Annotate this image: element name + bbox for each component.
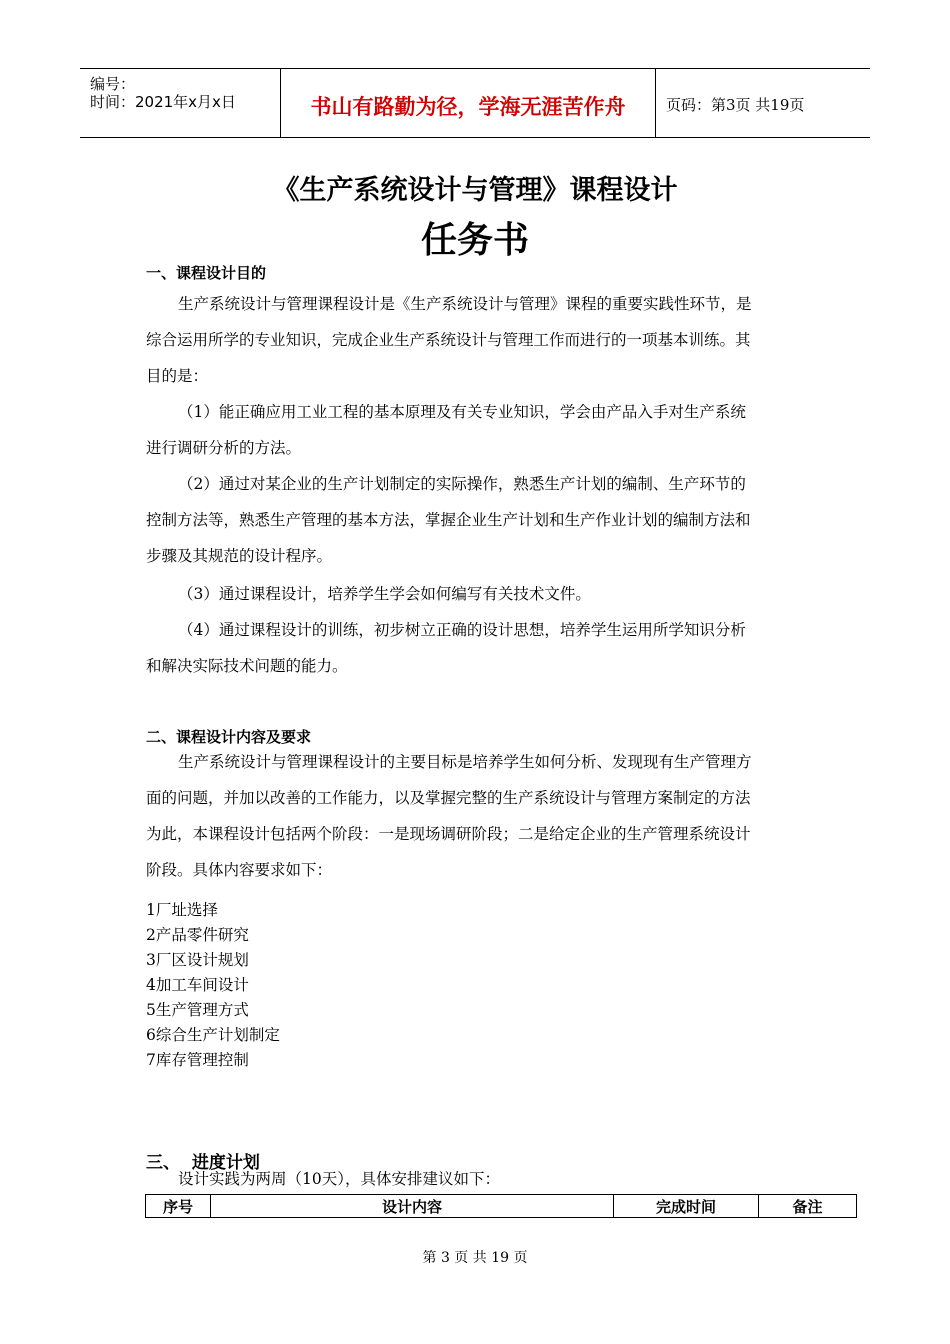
- section1-item2-line-3: 步骤及其规范的设计程序。: [146, 547, 333, 565]
- time-label: 时间：2021年x月x日: [90, 93, 236, 111]
- page-header: [80, 68, 870, 138]
- section1-item4-line-2: 和解决实际技术问题的能力。: [146, 657, 348, 675]
- header-page-cell: [656, 69, 870, 137]
- page-info: 页码：第3页 共19页: [666, 96, 805, 114]
- list-item: 4加工车间设计: [146, 976, 249, 994]
- list-item: 7库存管理控制: [146, 1051, 249, 1069]
- list-item: 5生产管理方式: [146, 1001, 249, 1019]
- section1-intro-line-3: 目的是：: [146, 367, 209, 385]
- header-left-cell: [80, 69, 280, 137]
- doc-subtitle: 任务书: [420, 220, 529, 261]
- col-header-content: 设计内容: [211, 1195, 614, 1218]
- col-header-index: 序号: [146, 1195, 211, 1218]
- section1-item2-line-1: （2）通过对某企业的生产计划制定的实际操作，熟悉生产计划的编制、生产环节的: [178, 475, 746, 493]
- section1-item1-line-1: （1）能正确应用工业工程的基本原理及有关专业知识，学会由产品入手对生产系统: [178, 403, 746, 421]
- number-label: 编号：: [90, 75, 136, 93]
- section1-intro-line-1: 生产系统设计与管理课程设计是《生产系统设计与管理》课程的重要实践性环节，是: [178, 295, 752, 313]
- list-item: 2产品零件研究: [146, 926, 249, 944]
- motto: 书山有路勤为径，学海无涯苦作舟: [310, 95, 626, 119]
- list-item: 1厂址选择: [146, 901, 218, 919]
- section3-intro: 设计实践为两周（10天），具体安排建议如下：: [178, 1170, 500, 1188]
- section3-heading: 三、 进度计划: [146, 1153, 260, 1173]
- page-footer: 第 3 页 共 19 页: [422, 1250, 528, 1266]
- list-item: 3厂区设计规划: [146, 951, 249, 969]
- header-motto-cell: [280, 69, 656, 137]
- section2-heading: 二、课程设计内容及要求: [146, 728, 312, 746]
- list-item: 6综合生产计划制定: [146, 1026, 280, 1044]
- schedule-table: [145, 1194, 857, 1218]
- section1-intro-line-2: 综合运用所学的专业知识，完成企业生产系统设计与管理工作而进行的一项基本训练。其: [146, 331, 751, 349]
- section1-item1-line-2: 进行调研分析的方法。: [146, 439, 302, 457]
- col-header-notes: 备注: [759, 1195, 857, 1218]
- section1-item2-line-2: 控制方法等，熟悉生产管理的基本方法，掌握企业生产计划和生产作业计划的编制方法和: [146, 511, 751, 529]
- col-header-time: 完成时间: [614, 1195, 759, 1218]
- section2-intro-line-3: 为此，本课程设计包括两个阶段：一是现场调研阶段；二是给定企业的生产管理系统设计: [146, 825, 751, 843]
- section2-intro-line-4: 阶段。具体内容要求如下：: [146, 861, 333, 879]
- section2-intro-line-2: 面的问题，并加以改善的工作能力，以及掌握完整的生产系统设计与管理方案制定的方法: [146, 789, 751, 807]
- table-header-row: [146, 1195, 857, 1218]
- section2-intro-line-1: 生产系统设计与管理课程设计的主要目标是培养学生如何分析、发现现有生产管理方: [178, 753, 752, 771]
- section1-item4-line-1: （4）通过课程设计的训练，初步树立正确的设计思想，培养学生运用所学知识分析: [178, 621, 746, 639]
- section1-item3-line-1: （3）通过课程设计，培养学生学会如何编写有关技术文件。: [178, 585, 591, 603]
- section1-heading: 一、课程设计目的: [146, 264, 267, 282]
- doc-title: 《生产系统设计与管理》课程设计: [272, 175, 678, 206]
